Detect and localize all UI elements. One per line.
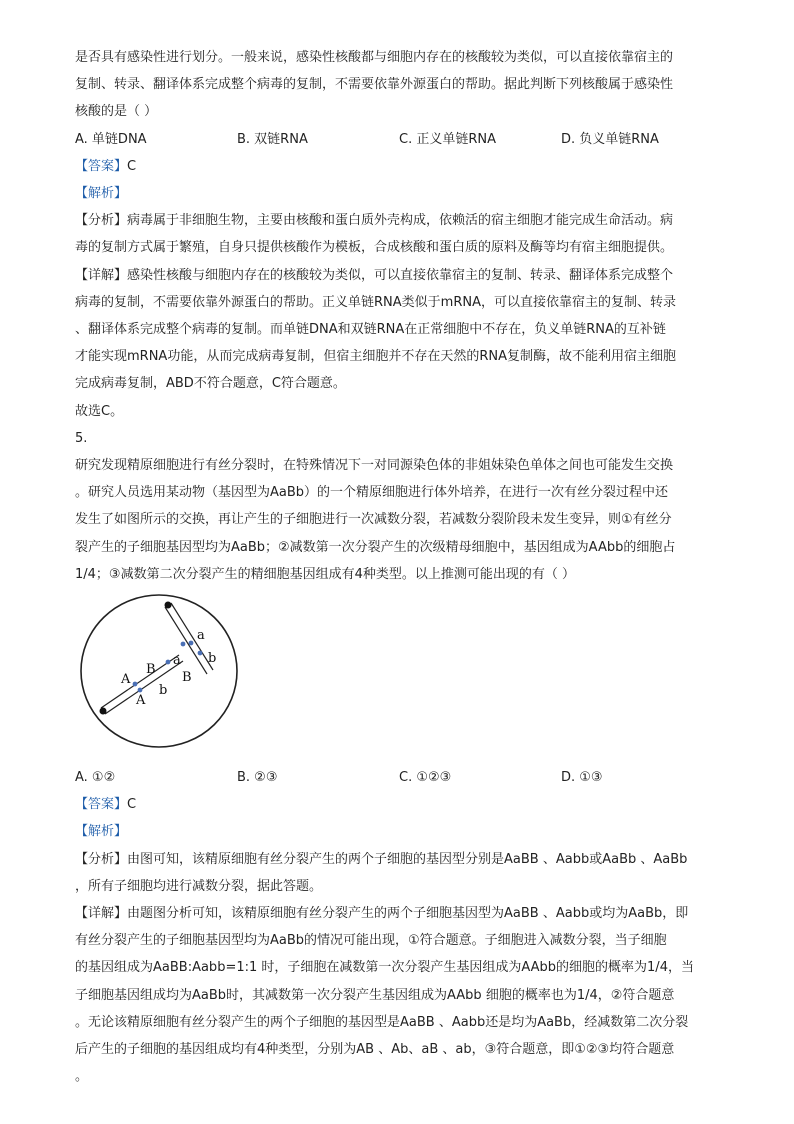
- q5-options: [75, 764, 723, 791]
- answer-tag: 【答案】: [75, 797, 128, 813]
- q4-stem-line: 核酸的是（ ）: [75, 104, 158, 120]
- answer-value: C: [127, 158, 137, 174]
- fenxi-text: 病毒属于非细胞生物，主要由核酸和蛋白质外壳构成，依赖活的宿主细胞才能完成生命活动。病: [127, 213, 674, 229]
- q5-stem-line: 。研究人员选用某动物（基因型为AaBb）的一个精原细胞进行体外培养，在进行一次有丝分裂过程中还: [75, 485, 669, 501]
- q4-stem-line: 是否具有感染性进行划分。一般来说，感染性核酸都与细胞内存在的核酸较为类似，可以直接依靠宿主的: [75, 50, 674, 65]
- analysis-tag: 【解析】: [75, 186, 128, 202]
- locus-dot: [166, 660, 171, 665]
- q4-option-b: B. 双链RNA: [237, 131, 308, 147]
- q5-option-d: D. ①③: [561, 770, 603, 786]
- q5-answer: [75, 791, 723, 818]
- cell-diagram: [79, 592, 239, 750]
- q4-analysis-heading: [75, 180, 723, 207]
- q5-stem-line: 发生了如图所示的交换，再让产生的子细胞进行一次减数分裂，若减数分裂阶段未发生变异，则①有丝分: [75, 512, 672, 528]
- q4-xiangjie-line: [75, 262, 723, 289]
- q4-answer: [75, 153, 723, 180]
- q4-xiangjie-line: 病毒的复制，不需要依靠外源蛋白的帮助。正义单链RNA类似于mRNA，可以直接依靠宿主的复制、转录: [75, 294, 676, 310]
- q5-xiangjie-line: 的基因组成为AaBB:Aabb=1:1 时，子细胞在减数第一次分裂产生基因组成为AAbb的细胞的概率为1/4，当: [75, 960, 694, 976]
- gene-label: B: [182, 670, 192, 686]
- q5-stem-line: 1/4；③减数第二次分裂产生的精细胞基因组成有4种类型。以上推测可能出现的有（ ）: [75, 566, 575, 582]
- xiangjie-tag: 【详解】: [75, 906, 128, 922]
- locus-dot: [198, 651, 203, 656]
- gene-label: a: [173, 653, 181, 669]
- q5-xiangjie-line: [75, 900, 723, 927]
- fenxi-tag: 【分析】: [75, 213, 128, 229]
- q4-option-a: A. 单链DNA: [75, 131, 147, 147]
- document-page: [75, 44, 723, 1091]
- q4-option-c: C. 正义单链RNA: [399, 131, 496, 147]
- q4-option-d: D. 负义单链RNA: [561, 131, 659, 147]
- xiangjie-text: 由题图分析可知，该精原细胞有丝分裂产生的两个子细胞基因型为AaBB 、Aabb或均为AaBb，即: [127, 906, 689, 922]
- q5-xiangjie-line: 子细胞基因组成均为AaBb时，其减数第一次分裂产生基因组成为AAbb 细胞的概率也为1/4，②符合题意: [75, 987, 675, 1003]
- q4-xiangjie-line: 才能实现mRNA功能，从而完成病毒复制，但宿主细胞并不存在天然的RNA复制酶，故不能利用宿主细胞: [75, 349, 676, 365]
- q5-xiangjie-line: 有丝分裂产生的子细胞基因型均为AaBb的情况可能出现，①符合题意。子细胞进入减数分裂，当子细胞: [75, 933, 667, 949]
- q5-stem-line: 研究发现精原细胞进行有丝分裂时，在特殊情况下一对同源染色体的非姐妹染色单体之间也可能发生交换: [75, 458, 674, 474]
- gene-label: a: [197, 628, 205, 644]
- q5-option-c: C. ①②③: [399, 770, 452, 786]
- q5-option-a: A. ①②: [75, 770, 116, 786]
- q4-conclusion: 故选C。: [75, 403, 124, 419]
- q5-number: 5.: [75, 430, 88, 446]
- locus-dot: [133, 682, 138, 687]
- gene-label: b: [159, 683, 168, 699]
- q4-options: [75, 126, 723, 153]
- analysis-tag: 【解析】: [75, 824, 128, 840]
- q5-option-b: B. ②③: [237, 770, 278, 786]
- fenxi-text: 由图可知，该精原细胞有丝分裂产生的两个子细胞的基因型分别是AaBB 、Aabb或AaBb 、AaBb: [127, 851, 688, 867]
- q4-stem-line: 复制、转录、翻译体系完成整个病毒的复制，不需要依靠外源蛋白的帮助。据此判断下列核酸属于感染性: [75, 77, 674, 93]
- q5-xiangjie-line: 。无论该精原细胞有丝分裂产生的两个子细胞的基因型是AaBB 、Aabb还是均为AaBb，经减数第二次分裂: [75, 1014, 689, 1030]
- xiangjie-tag: 【详解】: [75, 267, 128, 283]
- centromere: [165, 602, 172, 609]
- locus-dot: [189, 641, 194, 646]
- answer-tag: 【答案】: [75, 158, 128, 174]
- q5-fenxi-line: [75, 846, 723, 873]
- gene-label: b: [208, 651, 217, 667]
- gene-label: A: [136, 693, 146, 709]
- q4-fenxi-line: [75, 207, 723, 234]
- gene-label: B: [146, 662, 156, 678]
- q5-analysis-heading: [75, 818, 723, 845]
- q5-fenxi-line: ，所有子细胞均进行减数分裂，据此答题。: [75, 878, 323, 894]
- q5-xiangjie-line: 后产生的子细胞的基因组成均有4种类型，分别为AB 、Ab、aB 、ab，③符合题意，即①②③均符合题意: [75, 1042, 675, 1058]
- locus-dot: [181, 642, 186, 647]
- xiangjie-text: 感染性核酸与细胞内存在的核酸较为类似，可以直接依靠宿主的复制、转录、翻译体系完成整个: [127, 267, 674, 283]
- q4-fenxi-line: 毒的复制方式属于繁殖，自身只提供核酸作为模板，合成核酸和蛋白质的原料及酶等均有宿主细胞提供。: [75, 240, 674, 256]
- q5-xiangjie-line: 。: [75, 1069, 89, 1085]
- q4-xiangjie-line: 完成病毒复制，ABD不符合题意，C符合题意。: [75, 376, 346, 392]
- locus-dot: [138, 688, 143, 693]
- q4-xiangjie-line: 、翻译体系完成整个病毒的复制。而单链DNA和双链RNA在正常细胞中不存在，负义单链RNA的互补链: [75, 322, 666, 338]
- fenxi-tag: 【分析】: [75, 851, 128, 867]
- gene-label: A: [121, 672, 131, 688]
- centromere: [100, 708, 107, 715]
- chromosome-exchange-figure: [79, 592, 239, 750]
- cell-outline: [81, 595, 237, 747]
- q5-stem-line: 裂产生的子细胞基因型均为AaBb；②减数第一次分裂产生的次级精母细胞中，基因组成为AAbb的细胞占: [75, 539, 676, 555]
- answer-value: C: [127, 797, 137, 813]
